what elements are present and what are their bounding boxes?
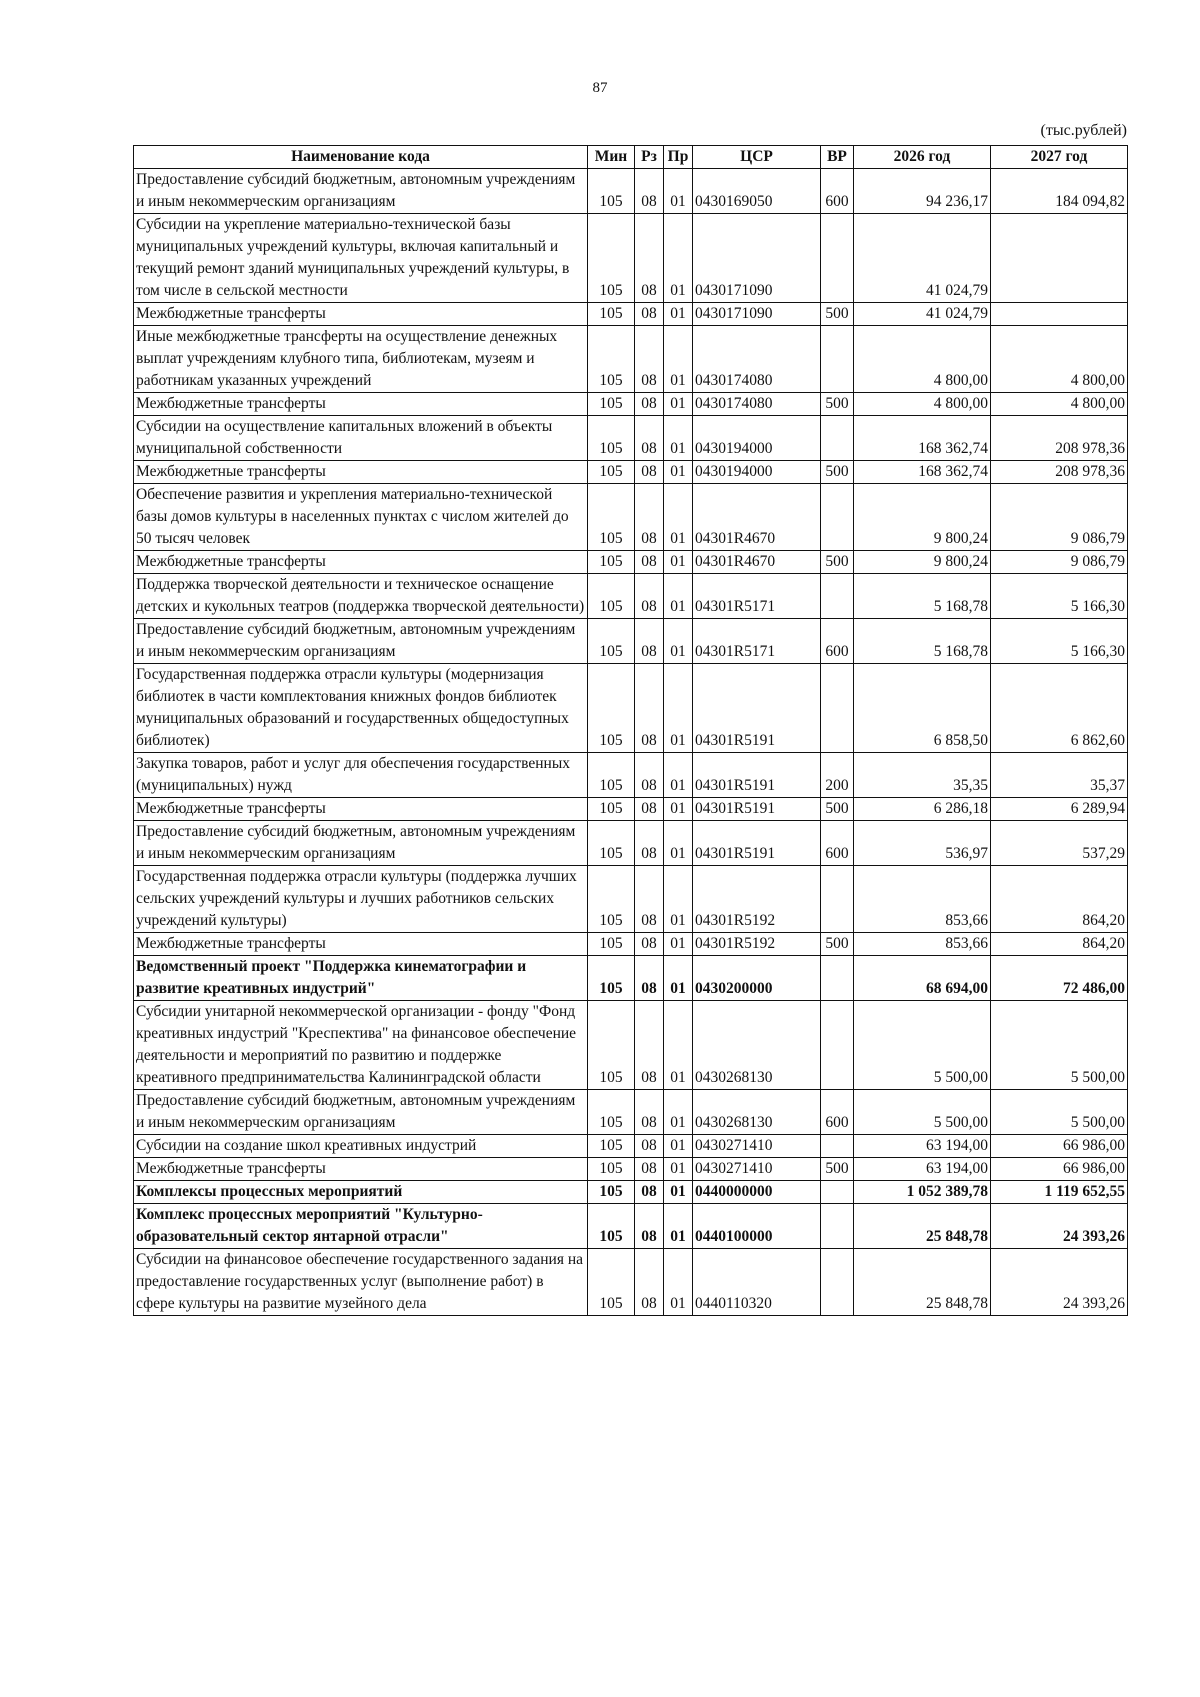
row-name: Межбюджетные трансферты	[134, 933, 588, 956]
row-rz: 08	[635, 821, 664, 866]
row-2026: 35,35	[854, 753, 991, 798]
row-rz: 08	[635, 169, 664, 214]
row-2026: 5 500,00	[854, 1001, 991, 1090]
row-vr: 500	[821, 933, 854, 956]
row-pr: 01	[664, 1181, 693, 1204]
row-min: 105	[588, 574, 635, 619]
row-pr: 01	[664, 574, 693, 619]
row-min: 105	[588, 821, 635, 866]
row-min: 105	[588, 866, 635, 933]
table-row	[134, 169, 1128, 214]
row-2026: 4 800,00	[854, 326, 991, 393]
row-pr: 01	[664, 461, 693, 484]
row-csr: 04301R5192	[693, 866, 821, 933]
row-rz: 08	[635, 416, 664, 461]
row-2027	[991, 214, 1128, 303]
row-min: 105	[588, 551, 635, 574]
row-csr: 0430171090	[693, 303, 821, 326]
row-csr: 04301R5171	[693, 574, 821, 619]
row-rz: 08	[635, 214, 664, 303]
row-min: 105	[588, 933, 635, 956]
row-pr: 01	[664, 1204, 693, 1249]
units-label: (тыс.рублей)	[1040, 122, 1127, 139]
row-2026: 6 858,50	[854, 664, 991, 753]
row-vr	[821, 326, 854, 393]
row-2027: 72 486,00	[991, 956, 1128, 1001]
row-vr: 500	[821, 798, 854, 821]
row-2027: 184 094,82	[991, 169, 1128, 214]
row-pr: 01	[664, 1158, 693, 1181]
row-rz: 08	[635, 664, 664, 753]
row-csr: 0430194000	[693, 461, 821, 484]
table-row	[134, 1181, 1128, 1204]
row-name: Предоставление субсидий бюджетным, автономным учреждениям и иным некоммерческим организациям	[134, 821, 588, 866]
row-vr: 500	[821, 303, 854, 326]
row-name: Обеспечение развития и укрепления материально-технической базы домов культуры в населенных пунктах с числом жителей до 50 тысяч человек	[134, 484, 588, 551]
row-rz: 08	[635, 1249, 664, 1316]
row-rz: 08	[635, 1181, 664, 1204]
row-min: 105	[588, 664, 635, 753]
row-rz: 08	[635, 1204, 664, 1249]
row-2026: 5 168,78	[854, 574, 991, 619]
table-row	[134, 821, 1128, 866]
row-name: Межбюджетные трансферты	[134, 461, 588, 484]
table-row	[134, 1001, 1128, 1090]
row-vr	[821, 956, 854, 1001]
row-csr: 0430194000	[693, 416, 821, 461]
row-2027: 5 500,00	[991, 1090, 1128, 1135]
row-vr	[821, 1249, 854, 1316]
row-name: Межбюджетные трансферты	[134, 303, 588, 326]
row-min: 105	[588, 1158, 635, 1181]
row-2026: 853,66	[854, 866, 991, 933]
header-rz: Рз	[635, 146, 664, 169]
row-min: 105	[588, 1181, 635, 1204]
row-rz: 08	[635, 326, 664, 393]
row-rz: 08	[635, 1158, 664, 1181]
row-vr: 500	[821, 551, 854, 574]
table-row	[134, 1090, 1128, 1135]
row-pr: 01	[664, 619, 693, 664]
row-2026: 168 362,74	[854, 416, 991, 461]
header-min: Мин	[588, 146, 635, 169]
row-2027: 24 393,26	[991, 1204, 1128, 1249]
header-2026: 2026 год	[854, 146, 991, 169]
row-csr: 04301R5192	[693, 933, 821, 956]
row-rz: 08	[635, 1001, 664, 1090]
row-vr: 600	[821, 821, 854, 866]
row-vr	[821, 574, 854, 619]
row-name: Иные межбюджетные трансферты на осуществление денежных выплат учреждениям клубного типа, библиотекам, музеям и работникам указанных учреждений	[134, 326, 588, 393]
row-vr: 600	[821, 619, 854, 664]
row-rz: 08	[635, 1090, 664, 1135]
row-2026: 63 194,00	[854, 1158, 991, 1181]
row-2027: 9 086,79	[991, 484, 1128, 551]
table-row	[134, 956, 1128, 1001]
row-2027: 66 986,00	[991, 1135, 1128, 1158]
table-row	[134, 753, 1128, 798]
row-pr: 01	[664, 393, 693, 416]
row-2026: 41 024,79	[854, 303, 991, 326]
row-name: Субсидии на создание школ креативных индустрий	[134, 1135, 588, 1158]
header-vr: ВР	[821, 146, 854, 169]
row-2026: 68 694,00	[854, 956, 991, 1001]
row-pr: 01	[664, 798, 693, 821]
row-2027	[991, 303, 1128, 326]
row-vr: 600	[821, 1090, 854, 1135]
row-name: Поддержка творческой деятельности и техническое оснащение детских и кукольных театров (поддержка творческой деятельности)	[134, 574, 588, 619]
row-vr	[821, 664, 854, 753]
row-pr: 01	[664, 484, 693, 551]
row-vr	[821, 1135, 854, 1158]
row-2027: 24 393,26	[991, 1249, 1128, 1316]
row-rz: 08	[635, 461, 664, 484]
row-name: Предоставление субсидий бюджетным, автономным учреждениям и иным некоммерческим организациям	[134, 169, 588, 214]
row-pr: 01	[664, 416, 693, 461]
row-name: Предоставление субсидий бюджетным, автономным учреждениям и иным некоммерческим организациям	[134, 619, 588, 664]
table-row	[134, 664, 1128, 753]
row-name: Межбюджетные трансферты	[134, 1158, 588, 1181]
row-2026: 9 800,24	[854, 551, 991, 574]
header-2027: 2027 год	[991, 146, 1128, 169]
row-csr: 0430174080	[693, 326, 821, 393]
row-2027: 9 086,79	[991, 551, 1128, 574]
row-2027: 864,20	[991, 933, 1128, 956]
row-2027: 5 166,30	[991, 619, 1128, 664]
row-rz: 08	[635, 956, 664, 1001]
row-csr: 0430200000	[693, 956, 821, 1001]
row-name: Закупка товаров, работ и услуг для обеспечения государственных (муниципальных) нужд	[134, 753, 588, 798]
header-name: Наименование кода	[134, 146, 588, 169]
row-name: Межбюджетные трансферты	[134, 393, 588, 416]
table-row	[134, 393, 1128, 416]
row-min: 105	[588, 1001, 635, 1090]
row-2026: 9 800,24	[854, 484, 991, 551]
table-row	[134, 574, 1128, 619]
row-pr: 01	[664, 1001, 693, 1090]
row-pr: 01	[664, 866, 693, 933]
row-2026: 4 800,00	[854, 393, 991, 416]
table-row	[134, 416, 1128, 461]
row-csr: 0430271410	[693, 1135, 821, 1158]
row-vr: 500	[821, 1158, 854, 1181]
row-csr: 0430271410	[693, 1158, 821, 1181]
row-csr: 0430268130	[693, 1001, 821, 1090]
row-vr: 600	[821, 169, 854, 214]
table-row	[134, 1135, 1128, 1158]
row-rz: 08	[635, 798, 664, 821]
row-name: Государственная поддержка отрасли культуры (модернизация библиотек в части комплектования книжных фондов библиотек муниципальных образований и государственных общедоступных библиотек)	[134, 664, 588, 753]
row-min: 105	[588, 1249, 635, 1316]
row-2027: 6 862,60	[991, 664, 1128, 753]
row-2026: 5 168,78	[854, 619, 991, 664]
row-csr: 0430169050	[693, 169, 821, 214]
row-min: 105	[588, 416, 635, 461]
table-row	[134, 1204, 1128, 1249]
row-rz: 08	[635, 933, 664, 956]
row-2027: 6 289,94	[991, 798, 1128, 821]
row-vr	[821, 866, 854, 933]
budget-table	[133, 145, 1128, 1316]
row-pr: 01	[664, 664, 693, 753]
row-csr: 0430171090	[693, 214, 821, 303]
page-number: 87	[592, 80, 608, 96]
row-2027: 66 986,00	[991, 1158, 1128, 1181]
table-body	[134, 169, 1128, 1316]
row-vr: 500	[821, 461, 854, 484]
row-2026: 1 052 389,78	[854, 1181, 991, 1204]
row-csr: 0440100000	[693, 1204, 821, 1249]
row-pr: 01	[664, 303, 693, 326]
row-vr: 200	[821, 753, 854, 798]
header-pr: Пр	[664, 146, 693, 169]
row-name: Субсидии унитарной некоммерческой организации - фонду "Фонд креативных индустрий "Креспектива" на финансовое обеспечение деятельности и мероприятий по развитию и поддержке креативного предпринимательства Калининградской области	[134, 1001, 588, 1090]
row-vr	[821, 1181, 854, 1204]
row-pr: 01	[664, 1249, 693, 1316]
row-name: Государственная поддержка отрасли культуры (поддержка лучших сельских учреждений культуры и лучших работников сельских учреждений культуры)	[134, 866, 588, 933]
table-row	[134, 619, 1128, 664]
row-vr: 500	[821, 393, 854, 416]
row-pr: 01	[664, 169, 693, 214]
row-2027: 4 800,00	[991, 326, 1128, 393]
row-name: Ведомственный проект "Поддержка кинематографии и развитие креативных индустрий"	[134, 956, 588, 1001]
row-rz: 08	[635, 1135, 664, 1158]
row-min: 105	[588, 484, 635, 551]
row-2027: 1 119 652,55	[991, 1181, 1128, 1204]
row-min: 105	[588, 461, 635, 484]
row-min: 105	[588, 1135, 635, 1158]
row-name: Предоставление субсидий бюджетным, автономным учреждениям и иным некоммерческим организациям	[134, 1090, 588, 1135]
table-row	[134, 798, 1128, 821]
row-2026: 63 194,00	[854, 1135, 991, 1158]
row-min: 105	[588, 1204, 635, 1249]
header-csr: ЦСР	[693, 146, 821, 169]
row-min: 105	[588, 393, 635, 416]
row-pr: 01	[664, 753, 693, 798]
row-rz: 08	[635, 303, 664, 326]
row-name: Субсидии на укрепление материально-технической базы муниципальных учреждений культуры, включая капитальный и текущий ремонт зданий муниципальных учреждений культуры, в том числе в сельской местности	[134, 214, 588, 303]
row-csr: 0440110320	[693, 1249, 821, 1316]
row-2027: 5 166,30	[991, 574, 1128, 619]
row-min: 105	[588, 326, 635, 393]
table-row	[134, 484, 1128, 551]
row-csr: 04301R5191	[693, 753, 821, 798]
header-row	[134, 146, 1128, 169]
row-name: Межбюджетные трансферты	[134, 551, 588, 574]
row-2027: 864,20	[991, 866, 1128, 933]
row-2026: 25 848,78	[854, 1204, 991, 1249]
row-2026: 6 286,18	[854, 798, 991, 821]
row-2026: 5 500,00	[854, 1090, 991, 1135]
row-vr	[821, 1001, 854, 1090]
row-pr: 01	[664, 821, 693, 866]
row-csr: 04301R4670	[693, 551, 821, 574]
row-csr: 0430268130	[693, 1090, 821, 1135]
row-min: 105	[588, 956, 635, 1001]
row-min: 105	[588, 1090, 635, 1135]
row-vr	[821, 416, 854, 461]
row-pr: 01	[664, 956, 693, 1001]
row-rz: 08	[635, 866, 664, 933]
row-pr: 01	[664, 1090, 693, 1135]
row-vr	[821, 214, 854, 303]
row-pr: 01	[664, 551, 693, 574]
row-rz: 08	[635, 484, 664, 551]
row-rz: 08	[635, 574, 664, 619]
table-row	[134, 461, 1128, 484]
table-row	[134, 1158, 1128, 1181]
row-csr: 04301R5191	[693, 664, 821, 753]
row-2026: 41 024,79	[854, 214, 991, 303]
row-min: 105	[588, 798, 635, 821]
row-2026: 25 848,78	[854, 1249, 991, 1316]
row-min: 105	[588, 753, 635, 798]
row-pr: 01	[664, 1135, 693, 1158]
row-2027: 208 978,36	[991, 416, 1128, 461]
row-csr: 0430174080	[693, 393, 821, 416]
row-2027: 208 978,36	[991, 461, 1128, 484]
row-min: 105	[588, 303, 635, 326]
row-csr: 0440000000	[693, 1181, 821, 1204]
row-csr: 04301R5171	[693, 619, 821, 664]
row-name: Межбюджетные трансферты	[134, 798, 588, 821]
row-min: 105	[588, 214, 635, 303]
row-name: Комплексы процессных мероприятий	[134, 1181, 588, 1204]
row-pr: 01	[664, 214, 693, 303]
row-2026: 168 362,74	[854, 461, 991, 484]
table-row	[134, 214, 1128, 303]
row-2026: 853,66	[854, 933, 991, 956]
row-2027: 537,29	[991, 821, 1128, 866]
row-2027: 5 500,00	[991, 1001, 1128, 1090]
table-row	[134, 933, 1128, 956]
row-rz: 08	[635, 551, 664, 574]
table-row	[134, 303, 1128, 326]
row-name: Комплекс процессных мероприятий "Культурно-образовательный сектор янтарной отрасли"	[134, 1204, 588, 1249]
row-min: 105	[588, 169, 635, 214]
table-row	[134, 1249, 1128, 1316]
row-pr: 01	[664, 933, 693, 956]
row-2027: 4 800,00	[991, 393, 1128, 416]
row-pr: 01	[664, 326, 693, 393]
row-min: 105	[588, 619, 635, 664]
table-row	[134, 326, 1128, 393]
row-rz: 08	[635, 753, 664, 798]
row-csr: 04301R5191	[693, 821, 821, 866]
row-2027: 35,37	[991, 753, 1128, 798]
row-rz: 08	[635, 619, 664, 664]
row-2026: 94 236,17	[854, 169, 991, 214]
row-csr: 04301R5191	[693, 798, 821, 821]
table-row	[134, 551, 1128, 574]
row-2026: 536,97	[854, 821, 991, 866]
row-vr	[821, 1204, 854, 1249]
table-row	[134, 866, 1128, 933]
row-name: Субсидии на финансовое обеспечение государственного задания на предоставление государственных услуг (выполнение работ) в сфере культуры на развитие музейного дела	[134, 1249, 588, 1316]
row-rz: 08	[635, 393, 664, 416]
row-csr: 04301R4670	[693, 484, 821, 551]
row-name: Субсидии на осуществление капитальных вложений в объекты муниципальной собственности	[134, 416, 588, 461]
row-vr	[821, 484, 854, 551]
